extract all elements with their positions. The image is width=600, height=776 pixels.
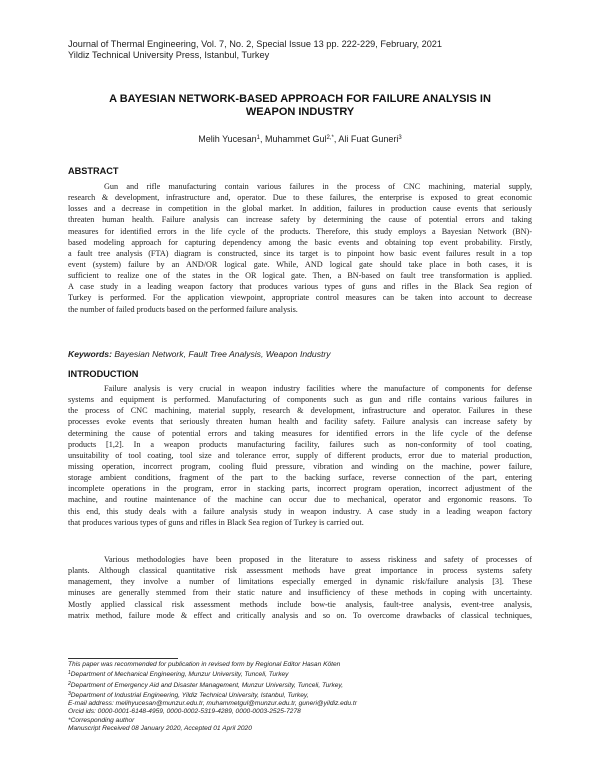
text-line: minuses are generally stemmed from their static nature and insufficiency of these methods in coping with uncertainty. bbox=[68, 588, 532, 598]
author-affiliation-mark: 2,* bbox=[326, 135, 334, 141]
author-name: Ali Fuat Guneri bbox=[338, 134, 399, 144]
text-line: incomplete operations in the program, error in stacking parts, incorrect program operation, incorrect adjustment of the bbox=[68, 484, 532, 494]
introduction-paragraph-2 bbox=[68, 554, 532, 621]
text-line: that produces various types of guns and rifles in Black Sea region of Turkey is carried out. bbox=[68, 517, 364, 527]
affiliation-mark: 1 bbox=[68, 670, 71, 677]
affiliation-text: Department of Mechanical Engineering, Munzur University, Tunceli, Turkey bbox=[70, 671, 289, 679]
footnote-recommendation: This paper was recommended for publication in revised form by Regional Editor Hasan Köten bbox=[68, 661, 341, 668]
text-line: Turkey is performed. For the application viewpoint, appropriate control measures can be taken into account to decrease bbox=[68, 293, 532, 303]
footnote-received: Manuscript Received 08 January 2020, Accepted 01 April 2020 bbox=[68, 725, 252, 733]
introduction-paragraph-1 bbox=[68, 383, 532, 528]
text-line: a fault tree analysis (FTA) diagram is constructed, since its target is to pinpoint how basic event failures result in a top bbox=[68, 248, 532, 258]
keywords bbox=[68, 349, 532, 360]
keywords-label: Keywords: bbox=[68, 349, 112, 359]
journal-citation: Journal of Thermal Engineering, Vol. 7, No. 2, Special Issue 13 pp. 222-229, February, 2021 bbox=[68, 39, 443, 49]
text-line: Various methodologies have been proposed in the literature to assess riskiness and safety of processes of bbox=[104, 555, 532, 564]
footnotes bbox=[68, 661, 532, 733]
text-line: event (system) failure by an AND/OR logical gate. While, AND logical gate should take place in both cases, it is bbox=[68, 259, 532, 269]
footnote-divider bbox=[68, 658, 178, 659]
journal-publisher: Yildiz Technical University Press, Istanbul, Turkey bbox=[68, 50, 270, 60]
text-line: Gun and rifle manufacturing contain various failures in the process of CNC machining, material supply, bbox=[104, 182, 532, 191]
text-line: missing operation, incorrect program, cooling fluid pressure, vibration and winding on the machine, power failure, bbox=[68, 461, 532, 471]
text-line: the number of failed products based on the performed failure analysis. bbox=[68, 304, 298, 314]
text-line: products [1,2]. In a weapon products manufacturing facility, failures such as non-conformity of tool coating, bbox=[68, 439, 532, 449]
author-separator: , bbox=[333, 134, 339, 144]
footnote-orcid: Orcid ids: 0000-0001-6148-4959, 0000-0002-5319-4289, 0000-0003-2525-7278 bbox=[68, 708, 301, 716]
text-line: machine, and routine maintenance of the machine can occur due to mechanical, operator and ergonomic reasons. To bbox=[68, 495, 532, 505]
keywords-list: Bayesian Network, Fault Tree Analysis, Weapon Industry bbox=[111, 349, 331, 359]
footnote-corresponding: *Corresponding author bbox=[68, 716, 135, 724]
footnote-affiliation-3 bbox=[68, 690, 532, 700]
text-line: measures for identified errors in the life cycle of the products. Therefore, this study employs a Bayesian Network (BN)- bbox=[68, 226, 532, 236]
text-line: matrix method, failure mode & effect and critically analysis and so on. To overcome drawbacks of classical techniques, bbox=[68, 610, 532, 620]
text-line: A case study in a leading weapon factory that produces various types of guns and rifles in the Black Sea region of bbox=[68, 282, 532, 292]
author-list bbox=[70, 133, 530, 145]
affiliation-mark: 3 bbox=[68, 690, 71, 697]
author-name: Melih Yucesan bbox=[198, 134, 257, 144]
paper-title-line-2: WEAPON INDUSTRY bbox=[245, 106, 355, 118]
affiliation-mark: 2 bbox=[68, 680, 71, 687]
abstract-body bbox=[68, 181, 532, 315]
paper-title bbox=[70, 93, 530, 119]
text-line: determining the cause of potential errors and taking measures for identified errors in the life cycle of the defense bbox=[68, 428, 532, 438]
affiliation-text: Department of Industrial Engineering, Yildiz Technical University, Istanbul, Turkey, bbox=[70, 691, 309, 699]
text-line: losses and a decrease in competition in the global market. In addition, failures in production cause events that seriously bbox=[68, 204, 532, 214]
text-line: storage ambient conditions, fragment of the part to the backing surface, reverse connection of the part, entering bbox=[68, 473, 532, 483]
affiliation-text: Department of Emergency Aid and Disaster Management, Munzur University, Tunceli, Turkey, bbox=[70, 681, 344, 689]
text-line: Mostly applied classical risk assessment methods include bow-tie analysis, fault-tree analysis, event-tree analysis, bbox=[68, 599, 532, 609]
text-line: the process of CNC machining, material supply, research & development, infrastructure and operator. Failures in these bbox=[68, 406, 532, 416]
text-line: plants. Although classical quantitative risk assessment methods have great importance in process systems safety bbox=[68, 566, 532, 576]
journal-header bbox=[68, 39, 538, 61]
introduction-heading: INTRODUCTION bbox=[68, 369, 139, 379]
text-line: sufficient to realize one of the states in the OR logical gate. Then, a BN-based on fault tree transformation is applied. bbox=[68, 271, 532, 281]
text-line: unsuitability of tool coating, tool size and tolerance error, supply of different products, error due to material production, bbox=[68, 450, 532, 460]
author-affiliation-mark: 3 bbox=[398, 135, 402, 141]
text-line: Failure analysis is very crucial in weapon industry facilities where the manufacture of components for defense bbox=[104, 384, 532, 393]
text-line: threaten human health. Failure analysis can increase safety by determining the cause of potential errors and taking bbox=[68, 215, 532, 225]
footnote-affiliation-2 bbox=[68, 680, 532, 690]
footnote-email: E-mail address: melihyucesan@munzur.edu.tr, muhammetgul@munzur.edu.tr, guneri@yildiz.edu.tr bbox=[68, 700, 357, 708]
text-line: processes evoke events that seriously threaten human health and facility safety. Failure analysis can increase safety by bbox=[68, 417, 532, 427]
abstract-heading: ABSTRACT bbox=[68, 166, 119, 176]
text-line: research & development, infrastructure and, operator. Due to these failures, the enterprise is exposed to great economic bbox=[68, 193, 532, 203]
text-line: systems and equipment is performed. Manufacturing of components such as gun and rifle contains various failures in bbox=[68, 395, 532, 405]
text-line: management, they involve a number of limitations especially emerged in dynamic risk/failure analysis [3]. These bbox=[68, 577, 532, 587]
author-separator: , bbox=[259, 134, 265, 144]
text-line: based modeling approach for capturing dependency among the basic events and obtaining top event probability. Firstly, bbox=[68, 237, 532, 247]
author-affiliation-mark: 1 bbox=[256, 135, 260, 141]
author-name: Muhammet Gul bbox=[264, 134, 327, 144]
paper-title-line-1: A BAYESIAN NETWORK-BASED APPROACH FOR FAILURE ANALYSIS IN bbox=[109, 93, 491, 105]
text-line: this end, this study deals with a failure analysis study in weapon industry. A case study in a leading weapon factory bbox=[68, 506, 532, 516]
footnote-affiliation-1 bbox=[68, 669, 532, 679]
